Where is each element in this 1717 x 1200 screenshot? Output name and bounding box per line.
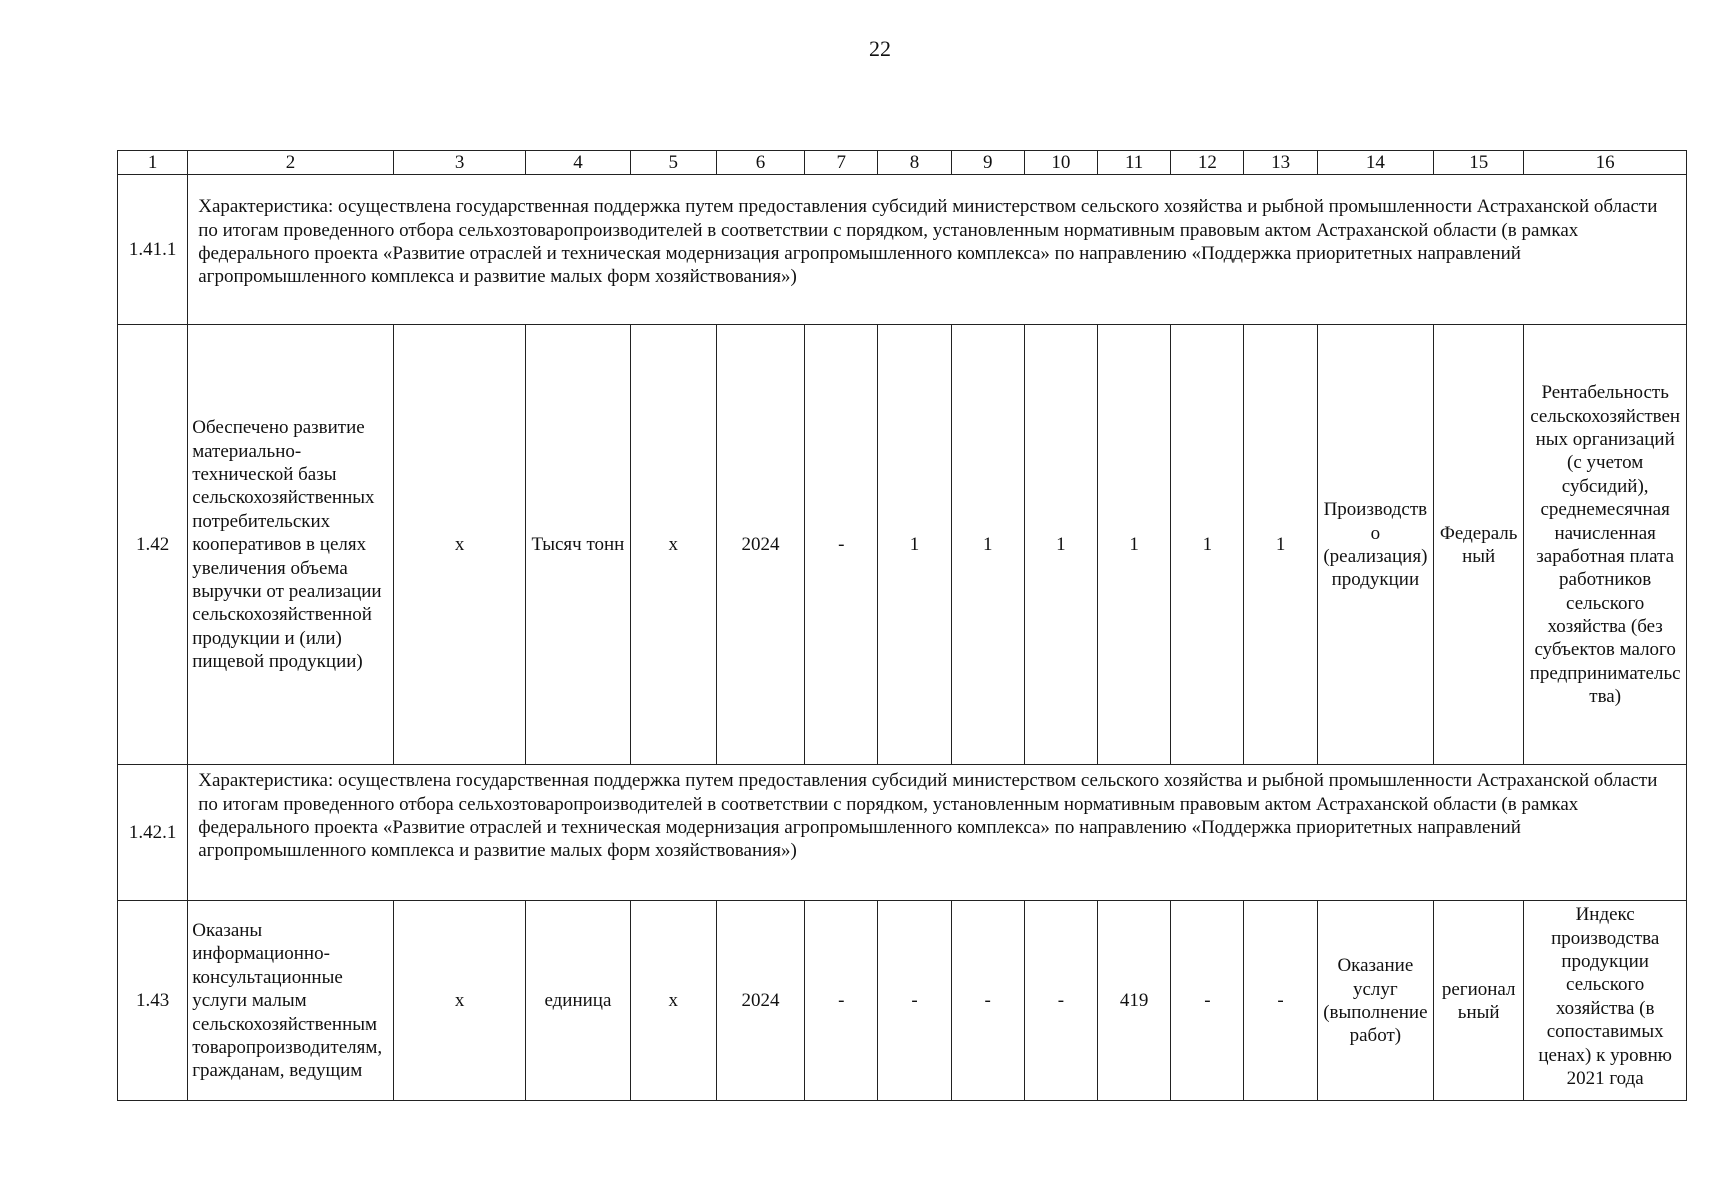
column-header: 8: [878, 151, 951, 175]
page-number: 22: [869, 36, 891, 61]
column-header: 2: [188, 151, 394, 175]
row-number: 1.42.1: [118, 765, 188, 901]
row-characteristic: Характеристика: осуществлена государственная поддержка путем предоставления субсидий министерством сельского хозяйства и рыбной промышленности Астраханской области по итогам проведенного отбора сельхозтоваропроизводителей в соответствии с порядком, установленным нормативным правовым актом Астраханской области (в рамках федерального проекта «Развитие отраслей и техническая модернизация агропромышленного комплекса» по направлению «Поддержка приоритетных направлений агропромышленного комплекса и развитие малых форм хозяйствования»): [188, 175, 1687, 325]
row-number: 1.41.1: [118, 175, 188, 325]
cell-col-11: 419: [1098, 901, 1171, 1101]
cell-col-9: -: [951, 901, 1024, 1101]
cell-col-12: -: [1171, 901, 1244, 1101]
cell-col-10: -: [1024, 901, 1097, 1101]
cell-col-16: Индекс производства продукции сельского хозяйства (в сопоставимых ценах) к уровню 2021 года: [1524, 901, 1687, 1101]
cell-col-6: 2024: [716, 901, 804, 1101]
cell-col-6: 2024: [716, 325, 804, 765]
column-header: 15: [1434, 151, 1524, 175]
column-header: 13: [1244, 151, 1317, 175]
cell-col-13: 1: [1244, 325, 1317, 765]
cell-col-7: -: [805, 901, 878, 1101]
indicators-table: [117, 150, 1687, 1101]
cell-col-3: x: [393, 901, 525, 1101]
cell-col-8: -: [878, 901, 951, 1101]
column-header: 5: [630, 151, 716, 175]
column-header: 3: [393, 151, 525, 175]
cell-col-15: Федеральный: [1434, 325, 1524, 765]
column-header: 10: [1024, 151, 1097, 175]
column-header: 6: [716, 151, 804, 175]
cell-col-14: Производство (реализация) продукции: [1317, 325, 1433, 765]
cell-col-5: x: [630, 901, 716, 1101]
cell-col-4: единица: [526, 901, 630, 1101]
column-header: 4: [526, 151, 630, 175]
cell-col-9: 1: [951, 325, 1024, 765]
column-header: 12: [1171, 151, 1244, 175]
cell-col-3: x: [393, 325, 525, 765]
row-number: 1.43: [118, 901, 188, 1101]
column-header: 9: [951, 151, 1024, 175]
indicator-name: Оказаны информационно-консультационные услуги малым сельскохозяйственным товаропроизводителям, гражданам, ведущим: [188, 901, 394, 1101]
cell-col-15: региональный: [1434, 901, 1524, 1101]
column-header: 7: [805, 151, 878, 175]
table-row: [118, 325, 1687, 765]
cell-col-16: Рентабельность сельскохозяйственных организаций (с учетом субсидий), среднемесячная начисленная заработная плата работников сельского хозяйства (без субъектов малого предпринимательства): [1524, 325, 1687, 765]
column-header: 11: [1098, 151, 1171, 175]
cell-col-10: 1: [1024, 325, 1097, 765]
table-row: [118, 765, 1687, 901]
column-header: 16: [1524, 151, 1687, 175]
table-row: [118, 901, 1687, 1101]
cell-col-11: 1: [1098, 325, 1171, 765]
cell-col-5: x: [630, 325, 716, 765]
cell-col-4: Тысяч тонн: [526, 325, 630, 765]
cell-col-7: -: [805, 325, 878, 765]
row-number: 1.42: [118, 325, 188, 765]
cell-col-8: 1: [878, 325, 951, 765]
cell-col-14: Оказание услуг (выполнение работ): [1317, 901, 1433, 1101]
row-characteristic: Характеристика: осуществлена государственная поддержка путем предоставления субсидий министерством сельского хозяйства и рыбной промышленности Астраханской области по итогам проведенного отбора сельхозтоваропроизводителей в соответствии с порядком, установленным нормативным правовым актом Астраханской области (в рамках федерального проекта «Развитие отраслей и техническая модернизация агропромышленного комплекса» по направлению «Поддержка приоритетных направлений агропромышленного комплекса и развитие малых форм хозяйствования»): [188, 765, 1687, 901]
cell-col-13: -: [1244, 901, 1317, 1101]
table-row: [118, 175, 1687, 325]
column-header: 1: [118, 151, 188, 175]
indicator-name: Обеспечено развитие материально-технической базы сельскохозяйственных потребительских кооперативов в целях увеличения объема выручки от реализации сельскохозяйственной продукции и (или) пищевой продукции): [188, 325, 394, 765]
cell-col-12: 1: [1171, 325, 1244, 765]
column-number-row: [118, 151, 1687, 175]
column-header: 14: [1317, 151, 1433, 175]
